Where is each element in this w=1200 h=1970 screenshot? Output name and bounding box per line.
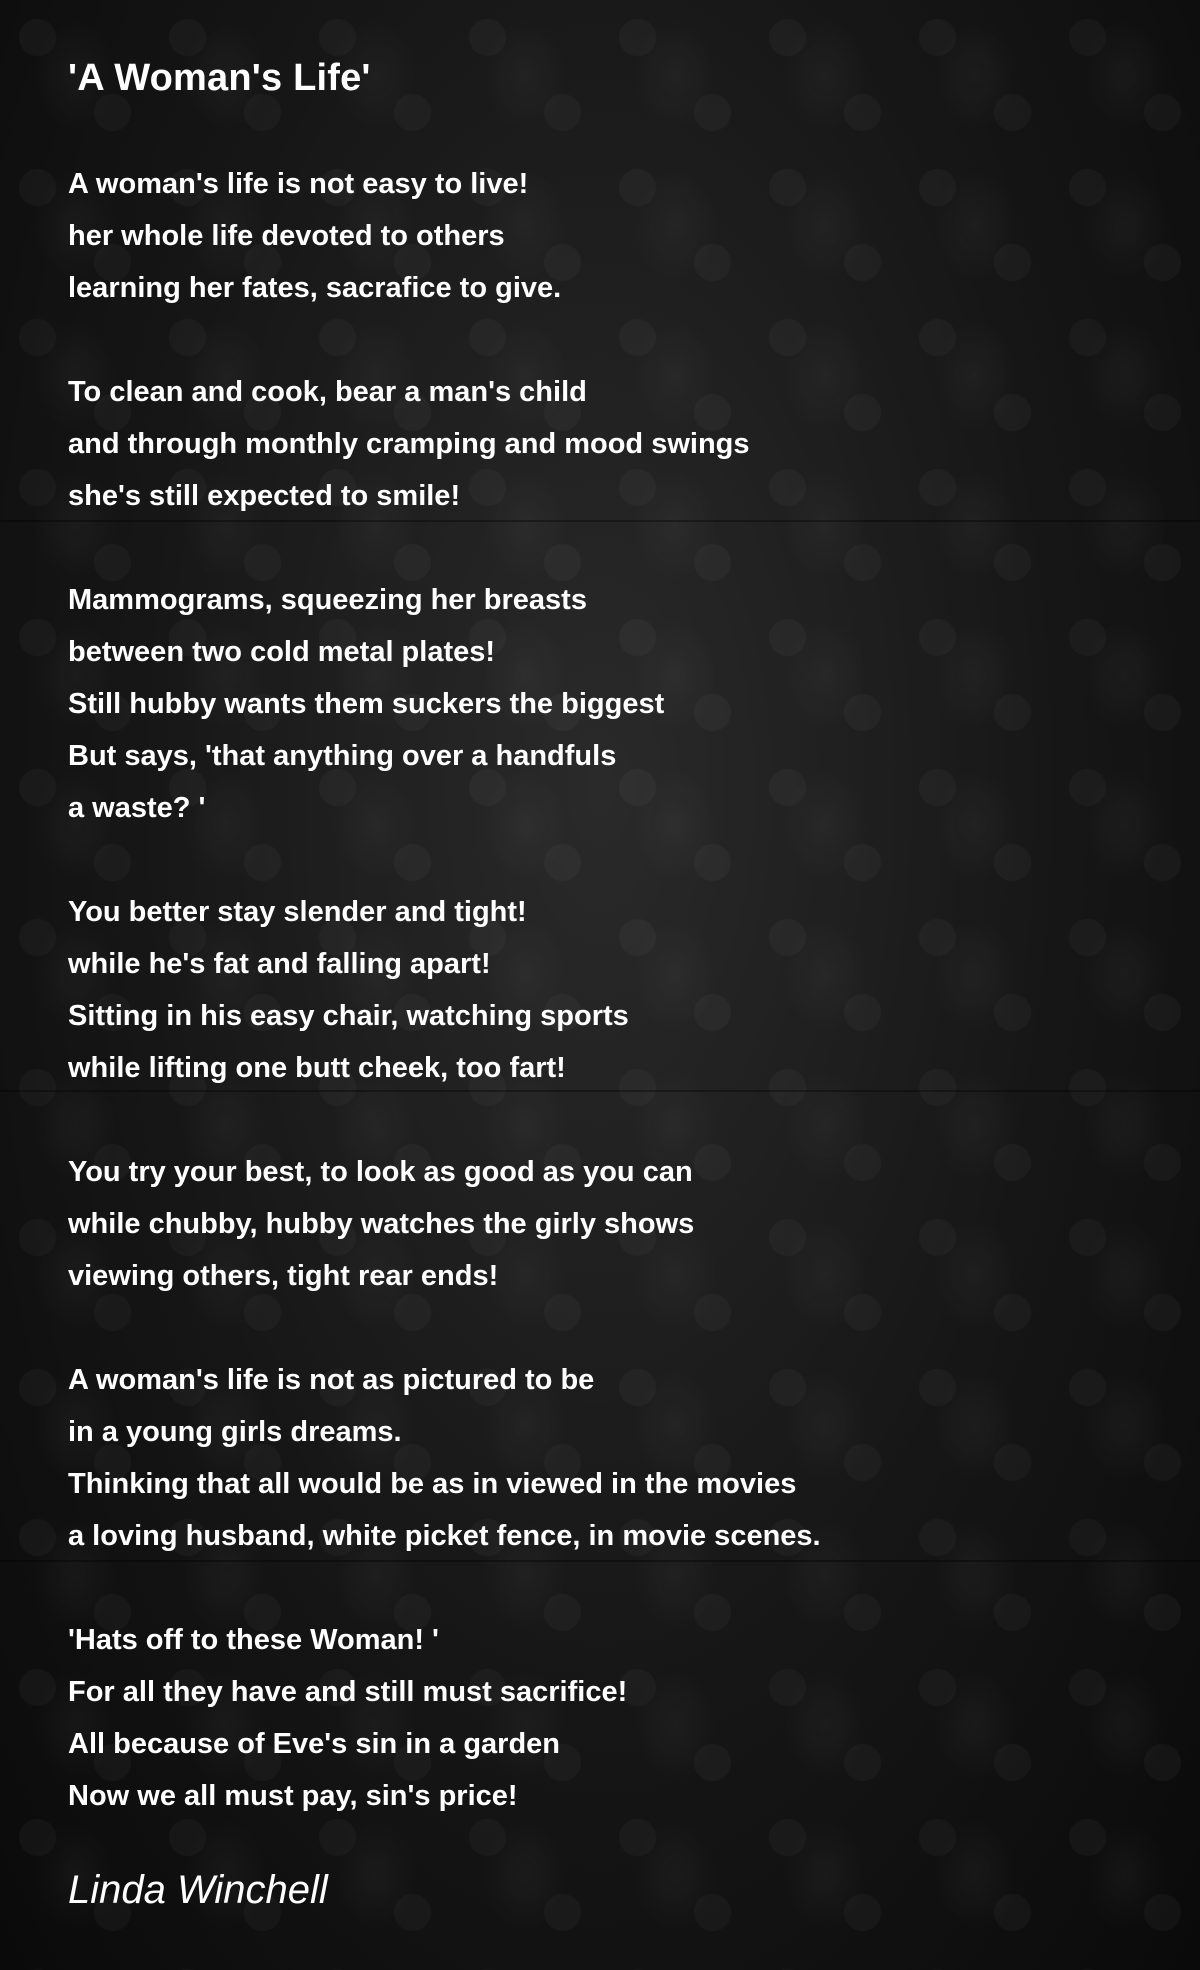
poem-line: and through monthly cramping and mood swings [68,428,750,460]
poem-line: a loving husband, white picket fence, in movie scenes. [68,1520,821,1552]
poem-line: her whole life devoted to others [68,220,505,252]
poem-line: Sitting in his easy chair, watching sports [68,1000,629,1032]
stanza-1 [68,158,1148,314]
poem-line: while chubby, hubby watches the girly shows [68,1208,695,1240]
poem-line: learning her fates, sacrafice to give. [68,272,562,304]
poem-line: A woman's life is not easy to live! [68,168,529,200]
poem-line: a waste? ' [68,792,206,824]
poem-line: in a young girls dreams. [68,1416,402,1448]
poem-line: For all they have and still must sacrifice! [68,1676,628,1708]
author-signature: Linda Winchell [68,1868,328,1912]
poem-line: viewing others, tight rear ends! [68,1260,499,1292]
poem-line: A woman's life is not as pictured to be [68,1364,595,1396]
poem-card [68,50,1148,1812]
poem-line: You better stay slender and tight! [68,896,527,928]
poem-title: 'A Woman's Life' [68,57,371,99]
poem-line: Thinking that all would be as in viewed in the movies [68,1468,797,1500]
stanza-6 [68,1354,1148,1562]
poem-line: Still hubby wants them suckers the biggest [68,688,665,720]
stanza-7 [68,1614,1148,1822]
poem-line: she's still expected to smile! [68,480,461,512]
poem-body [68,158,1148,1874]
stanza-2 [68,366,1148,522]
stanza-4 [68,886,1148,1094]
stanza-5 [68,1146,1148,1302]
poem-line: while he's fat and falling apart! [68,948,491,980]
poem-line: between two cold metal plates! [68,636,496,668]
poem-line: Now we all must pay, sin's price! [68,1780,518,1812]
poem-line: You try your best, to look as good as you can [68,1156,693,1188]
poem-line: All because of Eve's sin in a garden [68,1728,561,1760]
poem-line: Mammograms, squeezing her breasts [68,584,587,616]
poem-line: But says, 'that anything over a handfuls [68,740,617,772]
poem-line: 'Hats off to these Woman! ' [68,1624,439,1656]
poem-line: while lifting one butt cheek, too fart! [68,1052,566,1084]
stanza-3 [68,574,1148,834]
poem-line: To clean and cook, bear a man's child [68,376,587,408]
